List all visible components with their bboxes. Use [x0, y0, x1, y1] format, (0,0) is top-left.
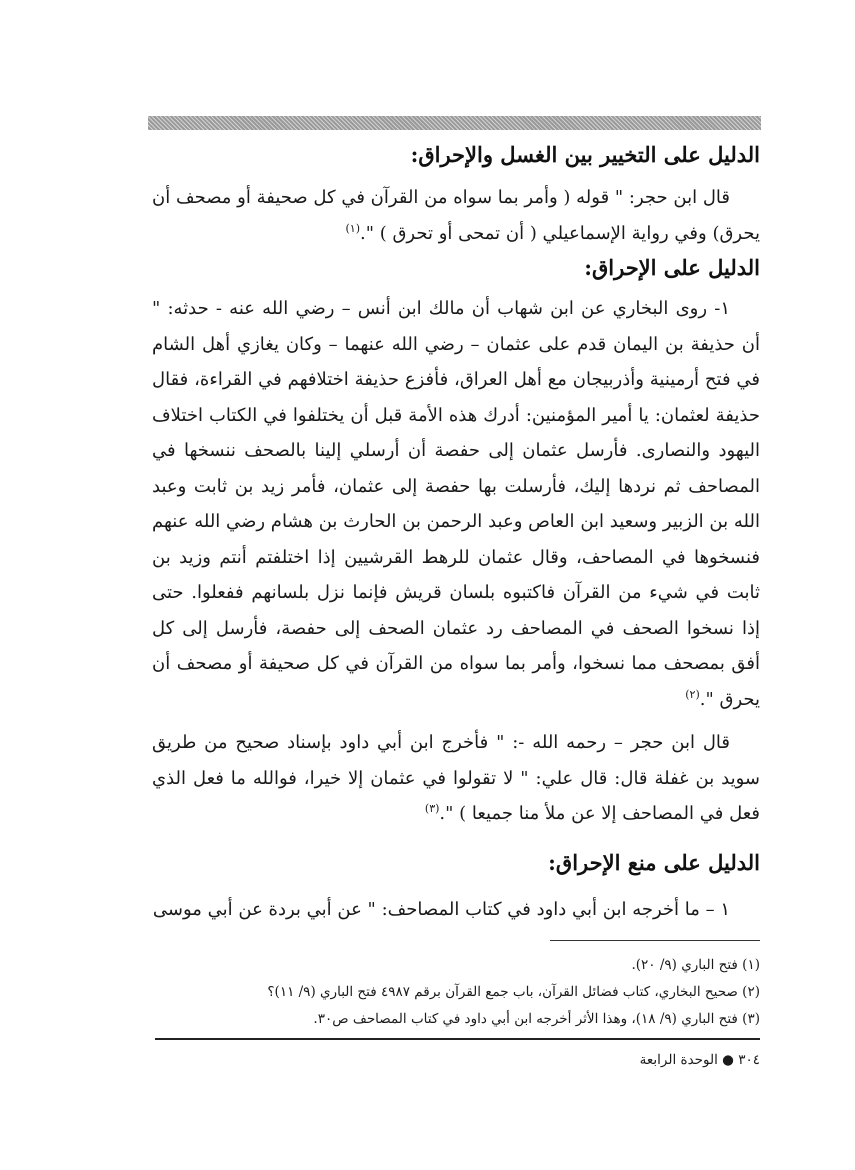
paragraph-text: قال ابن حجر: " قوله ( وأمر بما سواه من القرآن في كل صحيفة أو مصحف أن يحرق) وفي رواية الإسماعيلي ( أن تمحى أو تحرق ) ". [152, 187, 760, 244]
bullet-icon: ● [722, 1052, 734, 1068]
unit-title: الوحدة الرابعة [639, 1052, 718, 1068]
heading-evidence-burning: الدليل على الإحراق: [584, 255, 760, 280]
page-number: ٣٠٤ [738, 1052, 760, 1068]
paragraph-ibn-hajar-ali [152, 725, 760, 832]
footnote-ref-1: (١) [345, 221, 360, 235]
bottom-rule [155, 1038, 760, 1040]
page-body [152, 140, 760, 927]
footnotes [152, 952, 760, 1033]
page-footer [560, 1050, 760, 1070]
top-decorative-rule [148, 116, 761, 130]
footnote-3: (٣) فتح الباري (٩/ ١٨)، وهذا الأثر أخرجه ابن أبي داود في كتاب المصاحف ص٣٠. [313, 1011, 760, 1027]
footnote-1: (١) فتح الباري (٩/ ٢٠). [631, 957, 760, 973]
paragraph-abu-dawud: ١ – ما أخرجه ابن أبي داود في كتاب المصاحف: " عن أبي بردة عن أبي موسى [152, 898, 730, 920]
heading-evidence-prohibit-burning: الدليل على منع الإحراق: [548, 849, 760, 875]
paragraph-text: قال ابن حجر – رحمه الله -: " فأخرج ابن أبي داود بإسناد صحيح من طريق سويد بن غفلة قال: قال علي: " لا تقولوا في عثمان إلا خيرا، فوالله ما فعل الذي فعل في المصاحف إلا عن ملأ منا جميعا ) ". [152, 732, 760, 824]
footnote-ref-3: (٣) [424, 802, 440, 815]
paragraph-bukhari-narration [152, 291, 760, 717]
paragraph-ibn-hajar-quote [152, 180, 760, 251]
footnote-2: (٢) صحيح البخاري، كتاب فضائل القرآن، باب جمع القرآن برقم ٤٩٨٧ فتح الباري (٩/ ١١)؟ [267, 984, 760, 1000]
paragraph-text: ١- روى البخاري عن ابن شهاب أن مالك ابن أنس – رضي الله عنه - حدثه: " أن حذيفة بن اليمان قدم على عثمان – رضي الله عنهما – وكان يغازي أهل الشام في فتح أرمينية وأذربيجان مع أهل العراق، فأفزع حذيفة اختلافهم في القراءة، فقال حذيفة لعثمان: يا أمير المؤمنين: أدرك هذه الأمة قبل أن يختلفوا في الكتاب اختلاف اليهود والنصارى. فأرسل عثمان إلى حفصة أن أرسلي إلينا بالصحف ننسخها في المصاحف ثم نردها إليك، فأرسلت بها حفصة إلى عثمان، فأمر زيد بن ثابت وعبد الله بن الزبير وسعيد ابن العاص وعبد الرحمن بن الحارث بن هشام رضي الله عنهم فنسخوها في المصاحف، وقال عثمان للرهط القرشيين إذا اختلفتم أنتم وزيد بن ثابت في شيء من القرآن فاكتبوه بلسان قريش فإنما نزل بلسانهم ففعلوا. حتى إذا نسخوا الصحف في المصاحف رد عثمان الصحف إلى حفصة، فأرسل إلى كل أفق بمصحف مما نسخوا، وأمر بما سواه من القرآن في كل صحيفة أو مصحف أن يحرق ". [152, 298, 760, 710]
footnote-ref-2: (٢) [685, 687, 700, 701]
footnote-separator [550, 940, 760, 941]
heading-choice-washing-burning: الدليل على التخيير بين الغسل والإحراق: [410, 142, 760, 167]
